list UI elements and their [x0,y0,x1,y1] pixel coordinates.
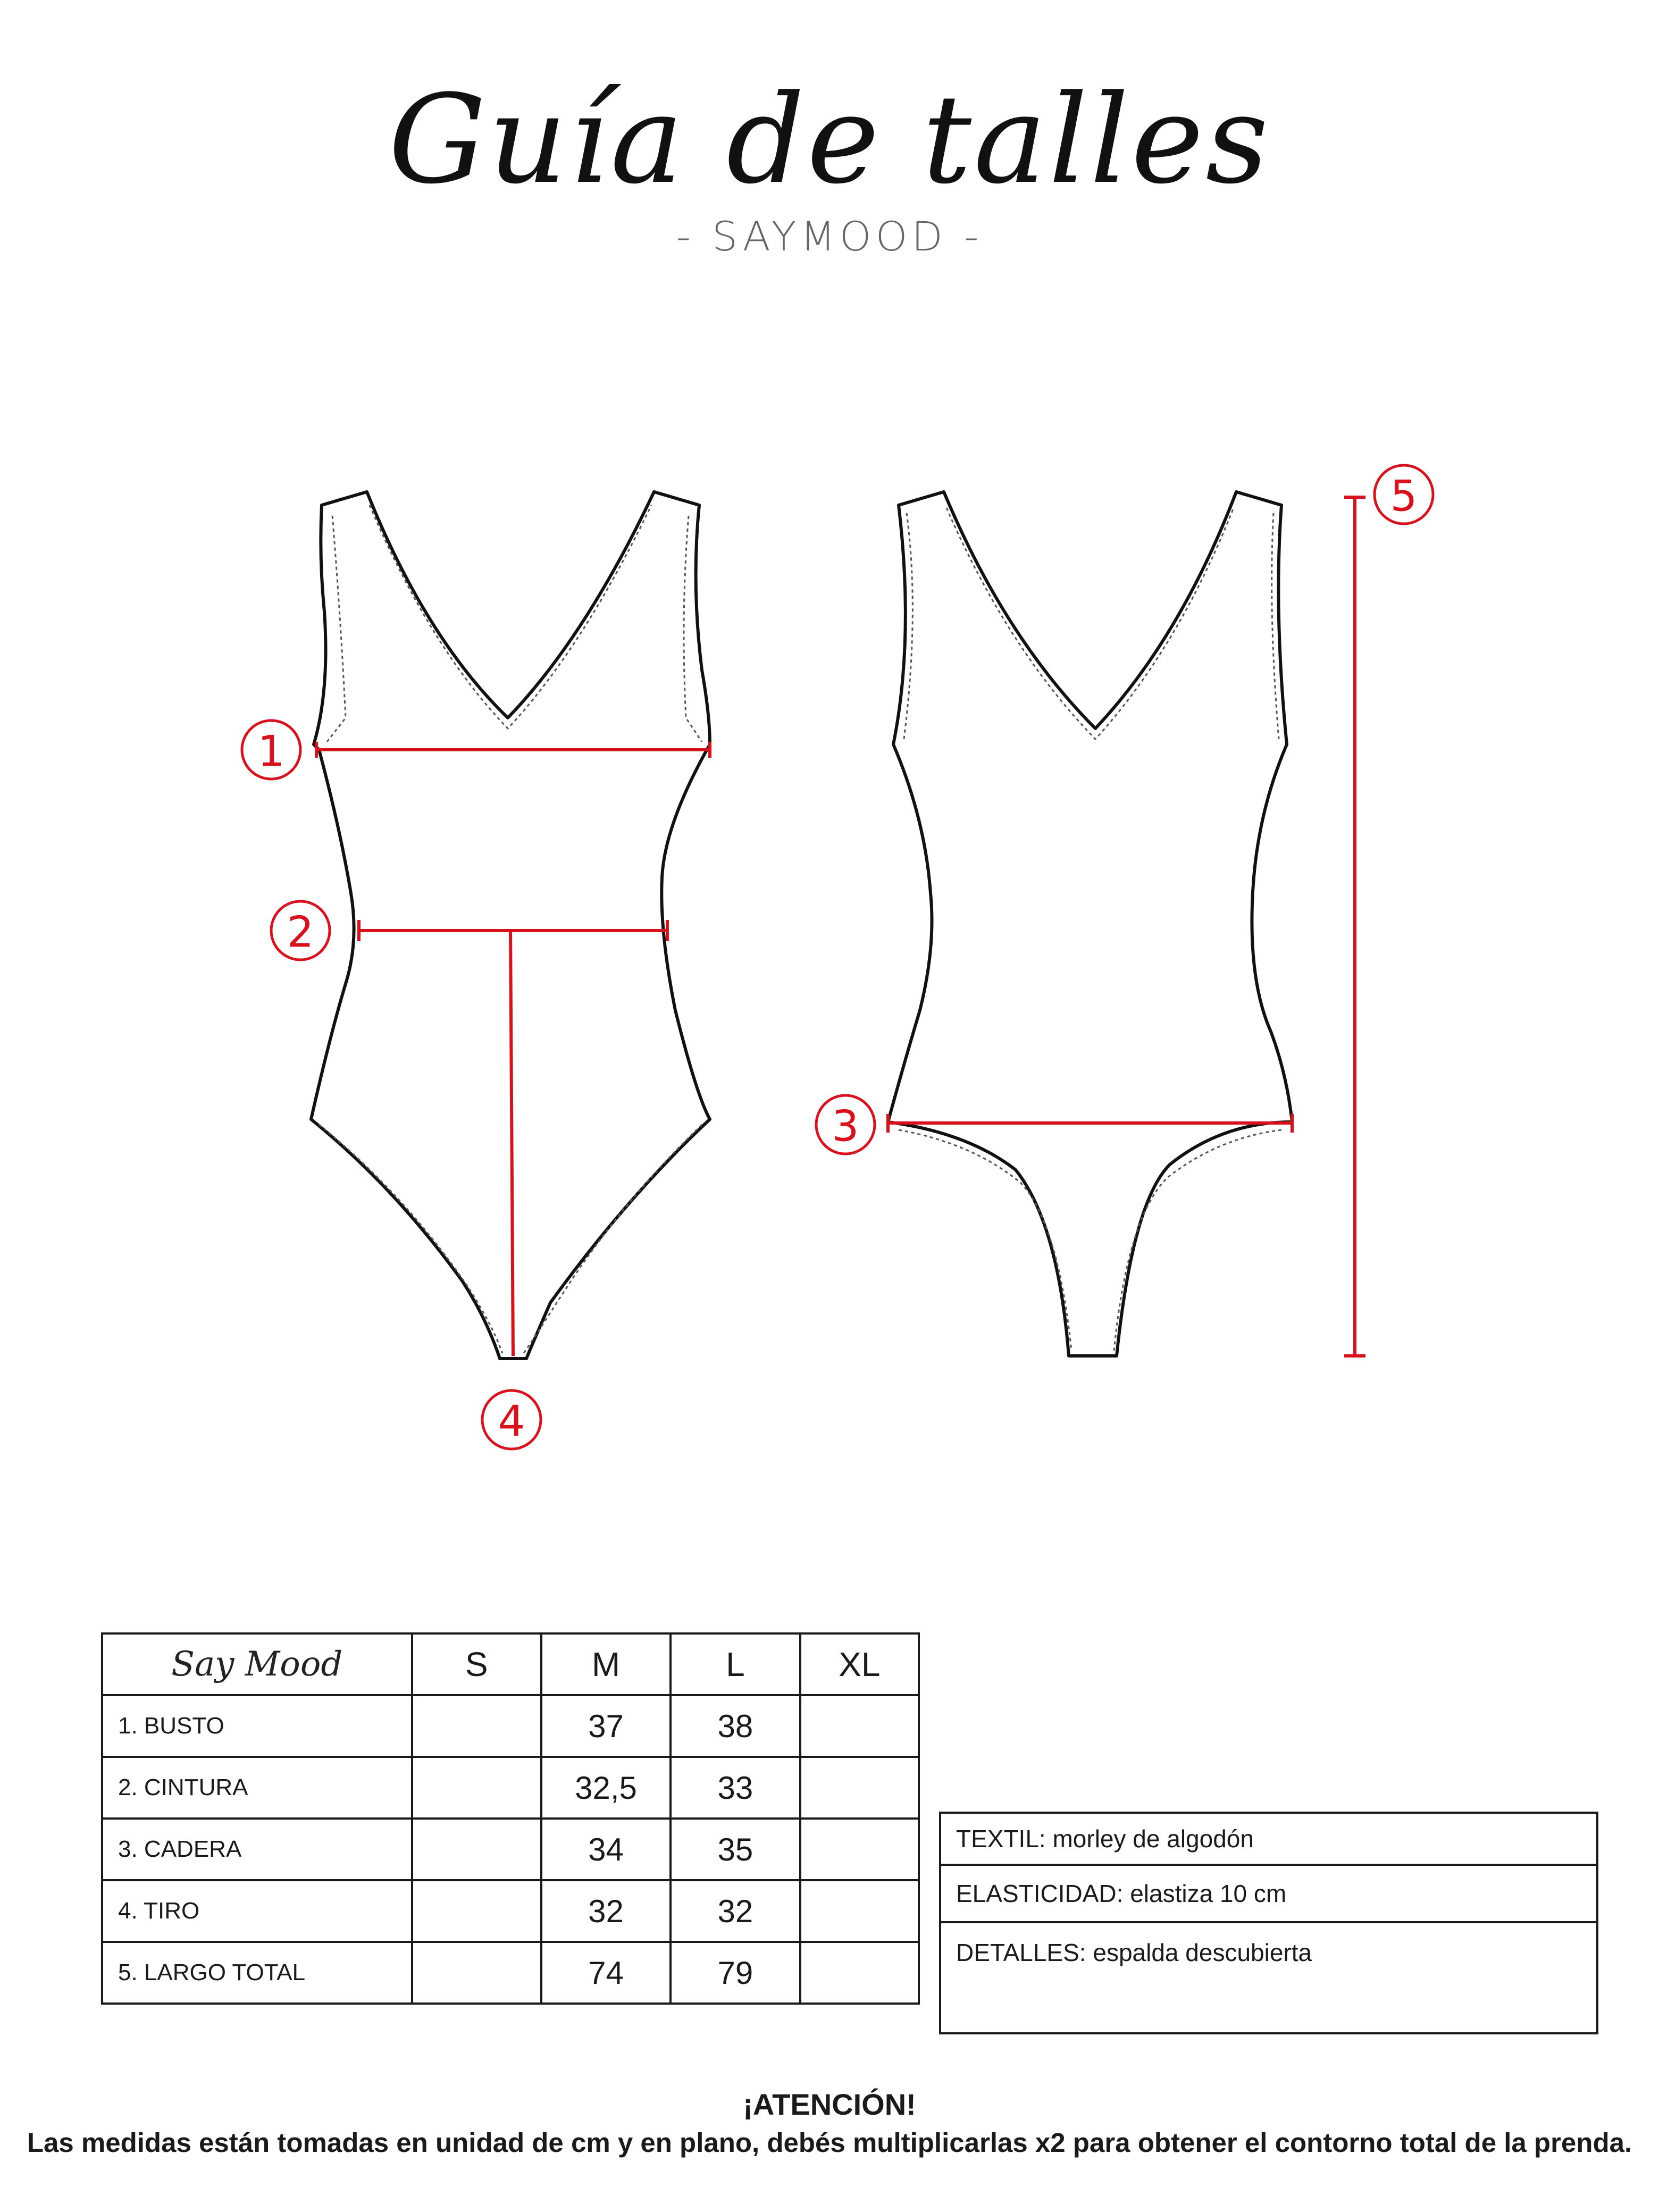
row-label: 4. TIRO [102,1880,412,1942]
marker-5 [1375,465,1433,524]
table-row [102,1880,919,1942]
svg-text:3: 3 [832,1101,859,1151]
marker-1 [242,720,300,779]
cell-value [800,1819,919,1880]
table-row [102,1757,919,1819]
cell-value [412,1819,541,1880]
cell-value [412,1942,541,2004]
cell-value: 34 [541,1819,671,1880]
row-label: 3. CADERA [102,1819,412,1880]
cell-value [412,1757,541,1819]
measurement-note: Las medidas están tomadas en unidad de cm y en plano, debés multiplicarlas x2 para obtener el contorno total de la prenda. [27,2127,1632,2158]
cell-value: 37 [541,1695,671,1757]
size-table [101,1632,920,2005]
textil-info: TEXTIL: morley de algodón [940,1813,1597,1865]
cell-value: 32,5 [541,1757,671,1819]
marker-4 [482,1390,541,1449]
cell-value [800,1942,919,2004]
brand-subtitle: - SAYMOOD - [676,213,983,260]
cell-value: 32 [541,1880,671,1942]
attention-heading: ¡ATENCIÓN! [743,2088,916,2121]
cell-value [412,1880,541,1942]
marker-3 [816,1095,875,1154]
cell-value [800,1880,919,1942]
table-row [102,1819,919,1880]
row-label: 1. BUSTO [102,1695,412,1757]
cell-value: 79 [671,1942,800,2004]
size-header-row [102,1633,919,1695]
cell-value: 35 [671,1819,800,1880]
table-row [102,1695,919,1757]
svg-text:5: 5 [1390,471,1418,521]
row-label: 2. CINTURA [102,1757,412,1819]
size-xl: XL [800,1633,919,1695]
cell-value: 74 [541,1942,671,2004]
cell-value [800,1695,919,1757]
cell-value: 38 [671,1695,800,1757]
cell-value: 32 [671,1880,800,1942]
table-row [102,1942,919,2004]
cell-value: 33 [671,1757,800,1819]
brand-logo: Say Mood [102,1633,412,1695]
details-info: DETALLES: espalda descubierta [940,1922,1597,2033]
cell-value [412,1695,541,1757]
fabric-info-table [939,1812,1598,2034]
svg-text:2: 2 [287,907,314,957]
row-label: 5. LARGO TOTAL [102,1942,412,2004]
svg-text:4: 4 [498,1396,525,1446]
page-title: Guía de talles [388,69,1271,211]
cell-value [800,1757,919,1819]
size-s: S [412,1633,541,1695]
size-m: M [541,1633,671,1695]
svg-text:1: 1 [257,726,285,776]
elasticity-info: ELASTICIDAD: elastiza 10 cm [940,1865,1597,1922]
front-garment [311,492,710,1359]
back-garment [888,492,1292,1356]
marker-2 [271,901,330,960]
size-l: L [671,1633,800,1695]
